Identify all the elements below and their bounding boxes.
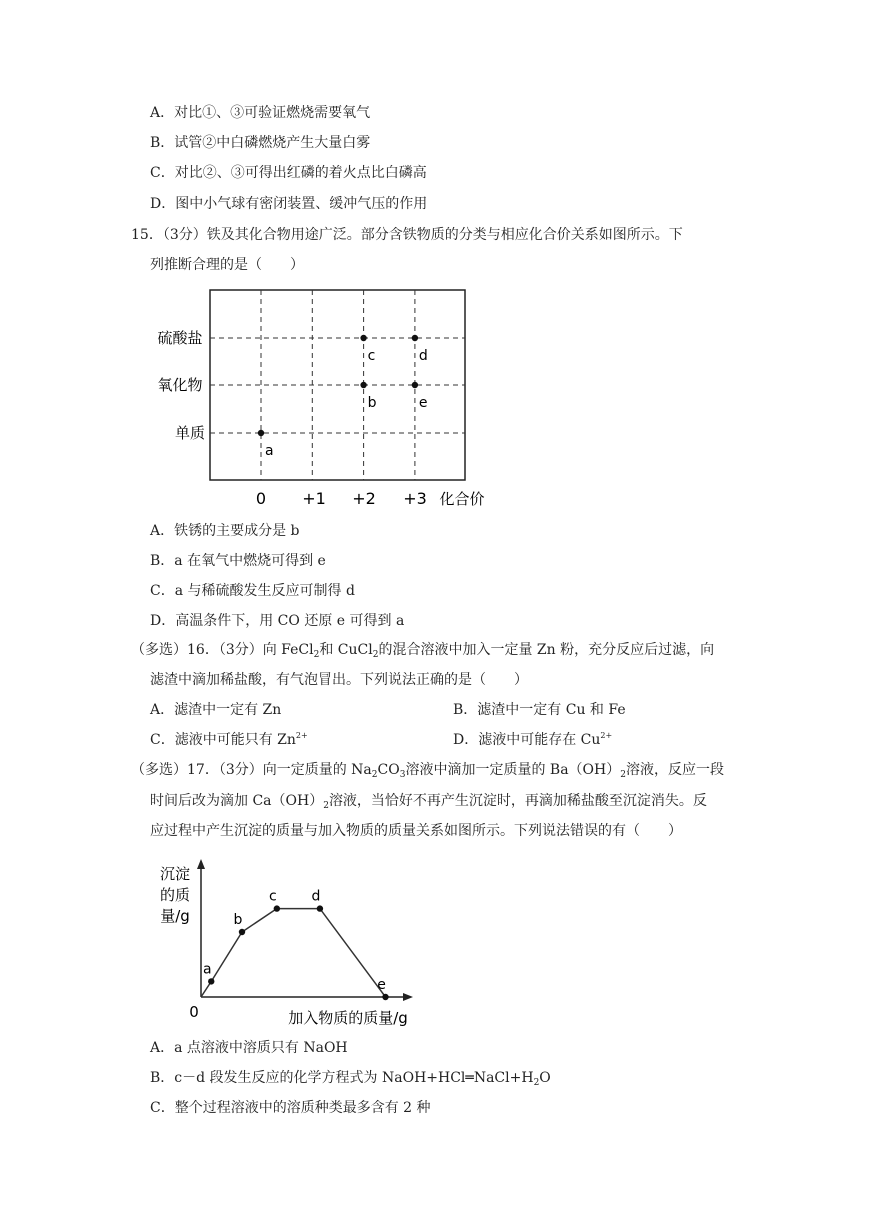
q15-point-d xyxy=(412,335,418,341)
q15-x-tick-0: 0 xyxy=(255,489,267,508)
q15-point-label-b: b xyxy=(367,395,377,411)
q17-point-label-b: b xyxy=(233,912,243,928)
q15-point-c xyxy=(360,335,366,341)
q14-option-d: D．图中小气球有密闭装置、缓冲气压的作用 xyxy=(150,196,428,212)
q15-x-tick-2: +2 xyxy=(352,489,376,508)
q17-l1-a: （多选）17．（3分）向一定质量的 Na xyxy=(131,762,372,778)
q17-l2-a: 时间后改为滴加 Ca（OH） xyxy=(150,793,324,809)
q15-point-e xyxy=(412,382,418,388)
q15-chart xyxy=(150,280,500,515)
q15-chart-gridlines xyxy=(210,290,465,480)
q15-option-c: C．a 与稀硫酸发生反应可制得 d xyxy=(150,583,355,599)
q17-y-axis-arrow xyxy=(197,859,205,869)
q17-chart-series xyxy=(201,889,389,1001)
q15-y-label-sulfate: 硫酸盐 xyxy=(157,329,203,347)
q17-x-axis-label: 加入物质的质量/g xyxy=(288,1009,408,1027)
q16-option-c xyxy=(150,730,308,752)
q17-chart xyxy=(150,855,430,1035)
q16-stem-part3: 的混合溶液中加入一定量 Zn 粉，充分反应后过滤，向 xyxy=(378,642,715,658)
q17-stem-line3: 应过程中产生沉淀的质量与加入物质的质量关系如图所示。下列说法错误的有（ ） xyxy=(150,823,682,839)
q17-point-label-a: a xyxy=(202,961,212,978)
q17-option-a: A．a 点溶液中溶质只有 NaOH xyxy=(150,1040,348,1056)
q17-x-axis-arrow xyxy=(403,993,413,1001)
q16-option-d-sup: 2+ xyxy=(600,731,613,740)
q15-point-label-a: a xyxy=(265,443,274,459)
q17-option-b xyxy=(150,1068,551,1090)
q15-y-label-element: 单质 xyxy=(174,424,206,442)
q17-l2-b: 溶液，当恰好不再产生沉淀时，再滴加稀盐酸至沉淀消失。反 xyxy=(328,793,707,809)
q17-l1-c: 溶液中滴加一定质量的 Ba（OH） xyxy=(405,762,621,778)
q17-point-a xyxy=(208,978,214,984)
q17-l1-b: CO xyxy=(377,762,400,778)
q15-option-a: A．铁锈的主要成分是 b xyxy=(150,523,300,539)
q15-x-tick-1: +1 xyxy=(302,489,326,508)
q14-option-c: C．对比②、③可得出红磷的着火点比白磷高 xyxy=(150,165,427,181)
q16-stem-line2: 滤渣中滴加稀盐酸，有气泡冒出。下列说法正确的是（ ） xyxy=(150,672,528,688)
q17-stem-line2 xyxy=(150,791,707,813)
q17-option-b-sub: 2 xyxy=(533,1078,540,1088)
q15-point-a xyxy=(258,430,264,436)
q16-option-a: A．滤渣中一定有 Zn xyxy=(150,702,282,718)
q16-option-c-sup: 2+ xyxy=(295,731,308,740)
q17-point-d xyxy=(317,905,323,911)
q16-option-c-text: C．滤液中可能只有 Zn xyxy=(150,732,296,748)
q15-stem-line1: 15．（3分）铁及其化合物用途广泛。部分含铁物质的分类与相应化合价关系如图所示。下 xyxy=(131,227,683,243)
q15-point-b xyxy=(360,382,366,388)
q16-option-b: B．滤渣中一定有 Cu 和 Fe xyxy=(453,702,626,718)
q17-sub-baoh2: 2 xyxy=(620,770,626,780)
q17-point-b xyxy=(239,929,245,935)
q15-point-label-e: e xyxy=(418,395,428,411)
q17-origin-label: 0 xyxy=(189,1003,199,1021)
q16-stem-part1: （多选）16．（3分）向 FeCl xyxy=(131,642,314,658)
q14-option-b: B．试管②中白磷燃烧产生大量白雾 xyxy=(150,135,371,151)
q17-point-label-e: e xyxy=(377,977,386,993)
q17-option-b-end: O xyxy=(539,1070,551,1086)
q17-y-label-line1: 沉淀 xyxy=(159,865,191,883)
q17-point-e xyxy=(382,994,388,1000)
q15-stem-line2: 列推断合理的是（ ） xyxy=(150,257,304,273)
q15-option-b: B．a 在氧气中燃烧可得到 e xyxy=(150,553,326,569)
q17-stem-line1 xyxy=(131,760,724,782)
q15-chart-points xyxy=(258,335,428,459)
q14-option-a: A．对比①、③可验证燃烧需要氧气 xyxy=(150,105,371,121)
q17-sub-co3: 3 xyxy=(399,770,406,780)
q15-option-d: D．高温条件下，用 CO 还原 e 可得到 a xyxy=(150,613,405,629)
q15-point-label-d: d xyxy=(418,348,428,364)
q15-y-label-oxide: 氧化物 xyxy=(157,376,203,394)
q17-series-line xyxy=(201,909,386,997)
q17-point-label-d: d xyxy=(311,888,321,905)
q17-option-c: C．整个过程溶液中的溶质种类最多含有 2 种 xyxy=(150,1100,431,1116)
q15-x-tick-3: +3 xyxy=(403,489,427,508)
q16-stem-part2: 和 CuCl xyxy=(319,642,373,658)
q17-point-c xyxy=(274,905,280,911)
q17-point-label-c: c xyxy=(268,888,277,905)
q17-y-label-line3: 量/g xyxy=(160,907,190,925)
q16-stem-line1 xyxy=(131,640,714,662)
q16-sub-cucl2: 2 xyxy=(372,650,379,660)
q17-sub-caoh2: 2 xyxy=(323,801,329,811)
q17-l1-d: 溶液，反应一段 xyxy=(625,762,724,778)
q16-option-d xyxy=(453,730,612,752)
q17-sub-na2: 2 xyxy=(371,770,378,780)
q15-x-axis-label: 化合价 xyxy=(439,490,485,508)
q17-option-b-text: B．c－d 段发生反应的化学方程式为 NaOH+HCl═NaCl+H xyxy=(150,1070,534,1086)
q15-point-label-c: c xyxy=(367,348,376,364)
q16-option-d-text: D．滤液中可能存在 Cu xyxy=(453,732,601,748)
q16-sub-fecl2: 2 xyxy=(313,650,320,660)
q17-y-label-line2: 的质 xyxy=(159,886,191,904)
